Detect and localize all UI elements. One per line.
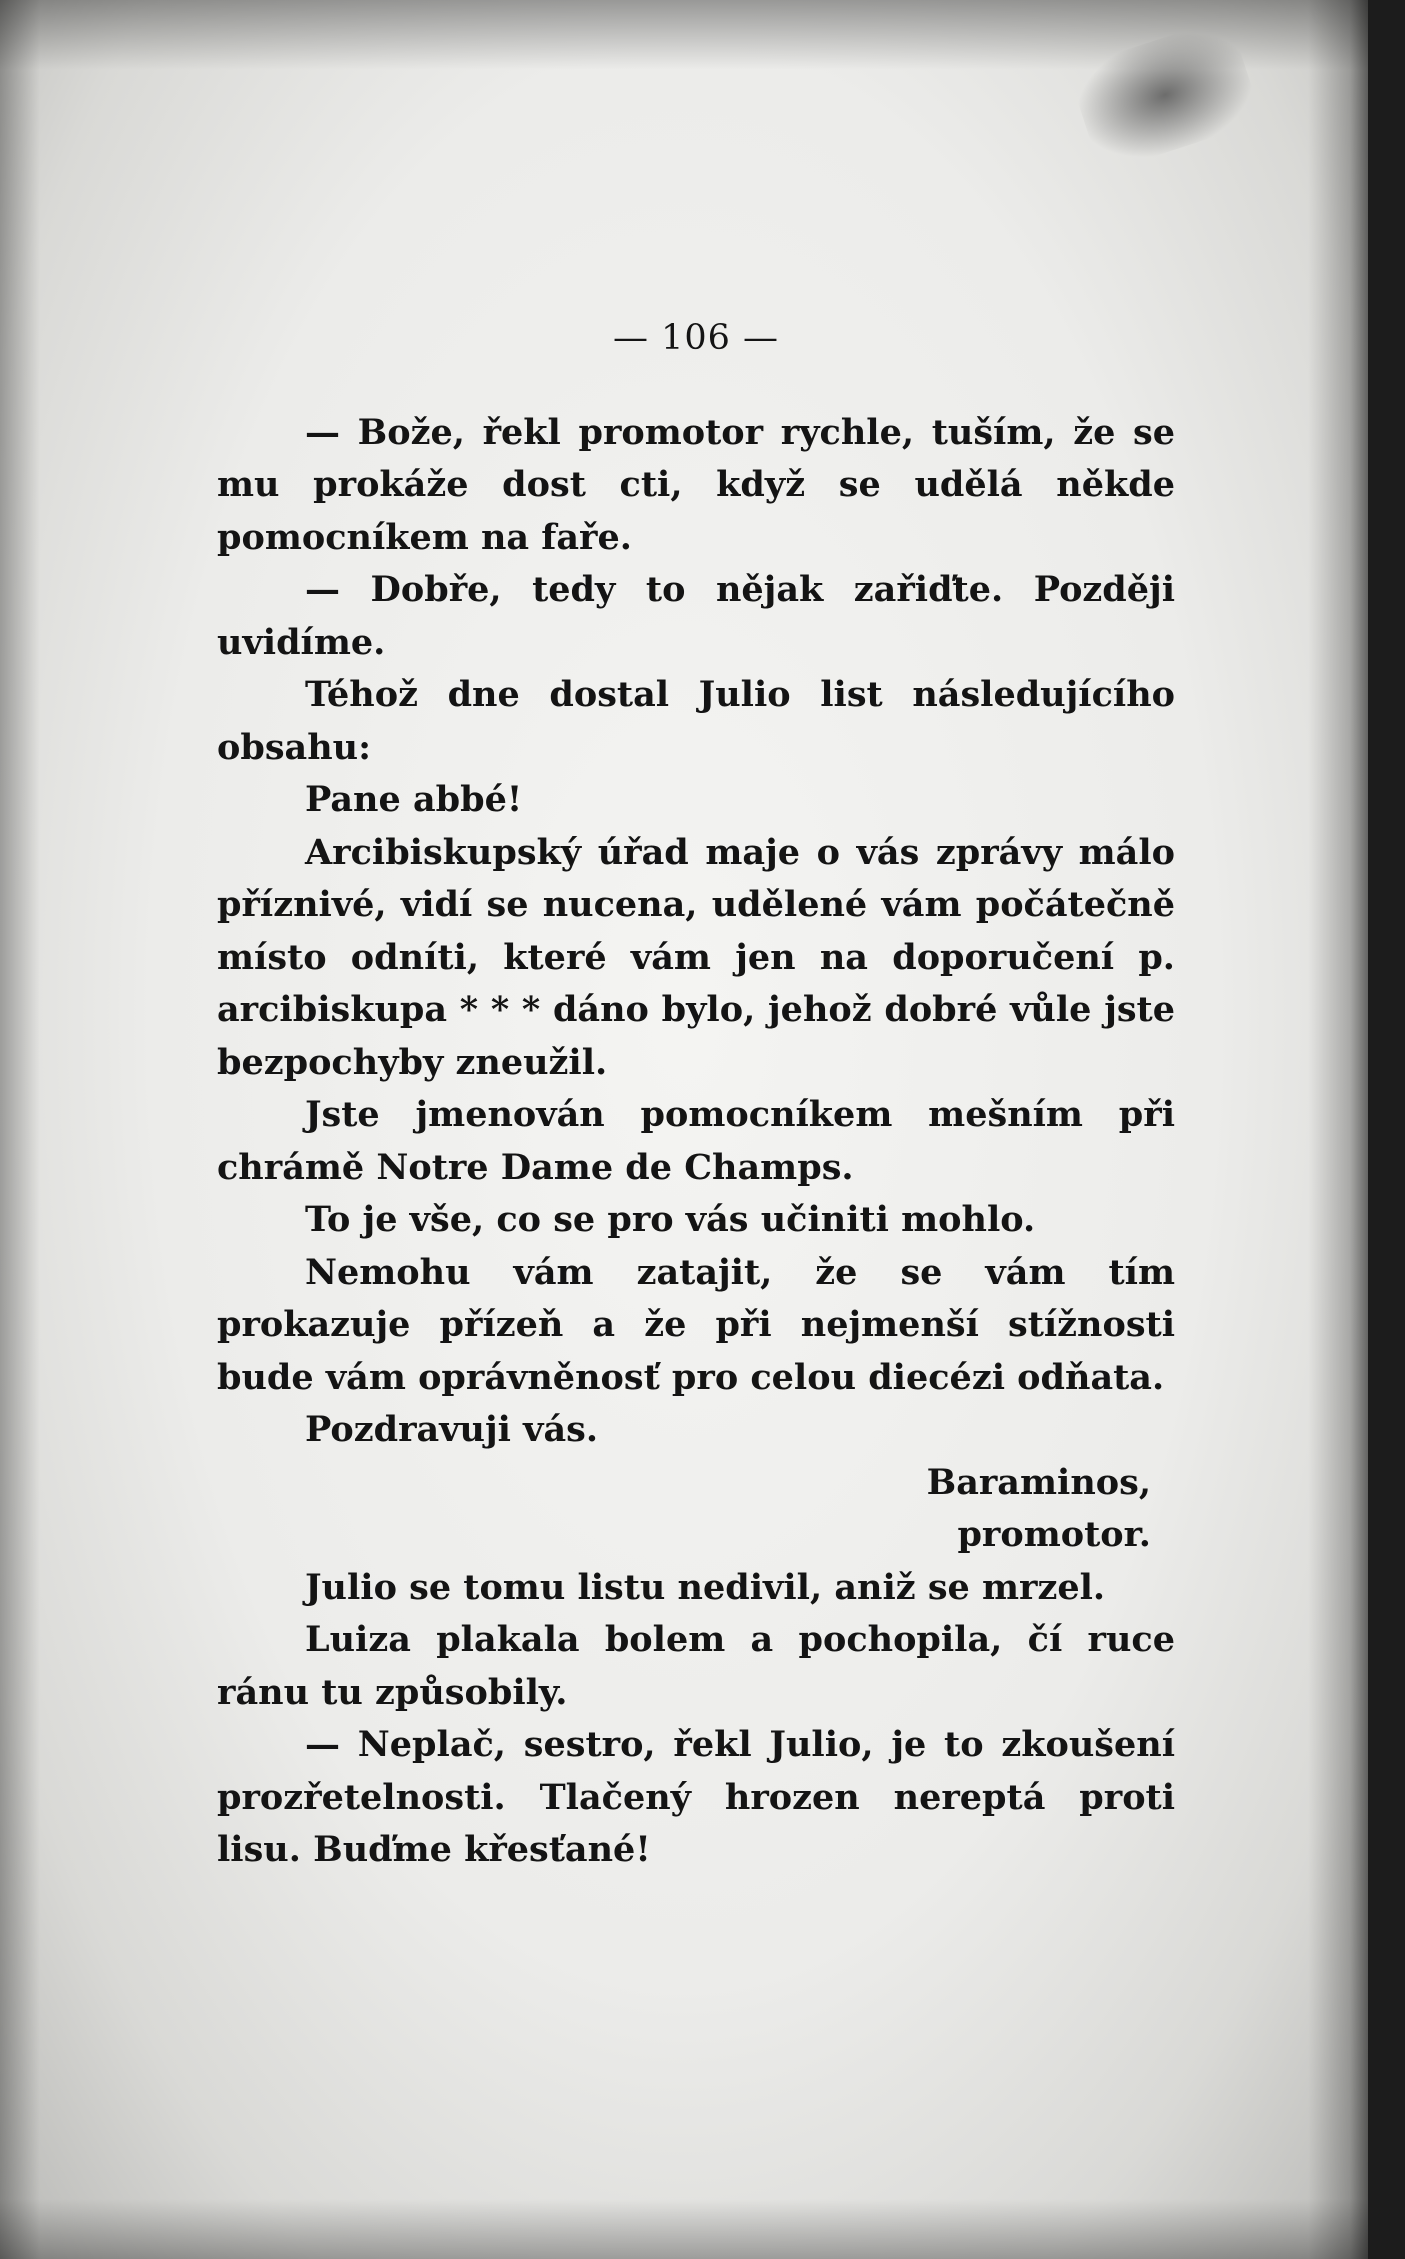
paragraph: — Dobře, tedy to nějak zařiďte. Později uvidíme. <box>217 569 1175 663</box>
scan-left-shadow <box>0 0 40 2259</box>
paragraph: Luiza plakala bolem a pochopila, čí ruce ránu tu způsobily. <box>217 1619 1175 1713</box>
paragraph: — Neplač, sestro, řekl Julio, je to zkoušení prozřetelnosti. Tlačený hrozen nereptá proti lisu. Buďme křesťané! <box>217 1724 1175 1870</box>
letter-paragraph: To je vše, co se pro vás učiniti mohlo. <box>305 1199 1036 1240</box>
letter-paragraph: Jste jmenován pomocníkem mešním při chrámě Notre Dame de Champs. <box>217 1094 1175 1188</box>
letter-paragraph: Arcibiskupský úřad maje o vás zprávy málo příznivé, vidí se nucena, udělené vám počátečně místo odníti, které vám jen na doporučení p. arcibiskupa * * * dáno bylo, jehož dobré vůle jste bezpochyby zneužil. <box>217 831 1175 1083</box>
letter-closing: Pozdravuji vás. <box>305 1409 599 1450</box>
signature-title: promotor. <box>957 1514 1151 1555</box>
paragraph: — Bože, řekl promotor rychle, tuším, že se mu prokáže dost cti, když se udělá někde pomocníkem na faře. <box>217 411 1175 558</box>
page-gutter-shadow <box>1308 0 1368 2259</box>
paragraph: Téhož dne dostal Julio list následujícího obsahu: <box>217 674 1175 768</box>
paragraph: Julio se tomu listu nedivil, aniž se mrzel. <box>305 1566 1106 1608</box>
letter-salutation: Pane abbé! <box>305 779 523 820</box>
letter-paragraph: Nemohu vám zatajit, že se vám tím prokazuje přízeň a že při nejmenší stížnosti bude vám oprávněnosť pro celou diecézi odňata. <box>217 1251 1175 1398</box>
page-text <box>217 312 1175 1877</box>
page-number: — 106 — <box>612 318 780 358</box>
signature-name: Baraminos, <box>926 1461 1151 1503</box>
letter-signature <box>217 1457 1175 1562</box>
scan-bottom-shadow <box>0 2199 1368 2259</box>
